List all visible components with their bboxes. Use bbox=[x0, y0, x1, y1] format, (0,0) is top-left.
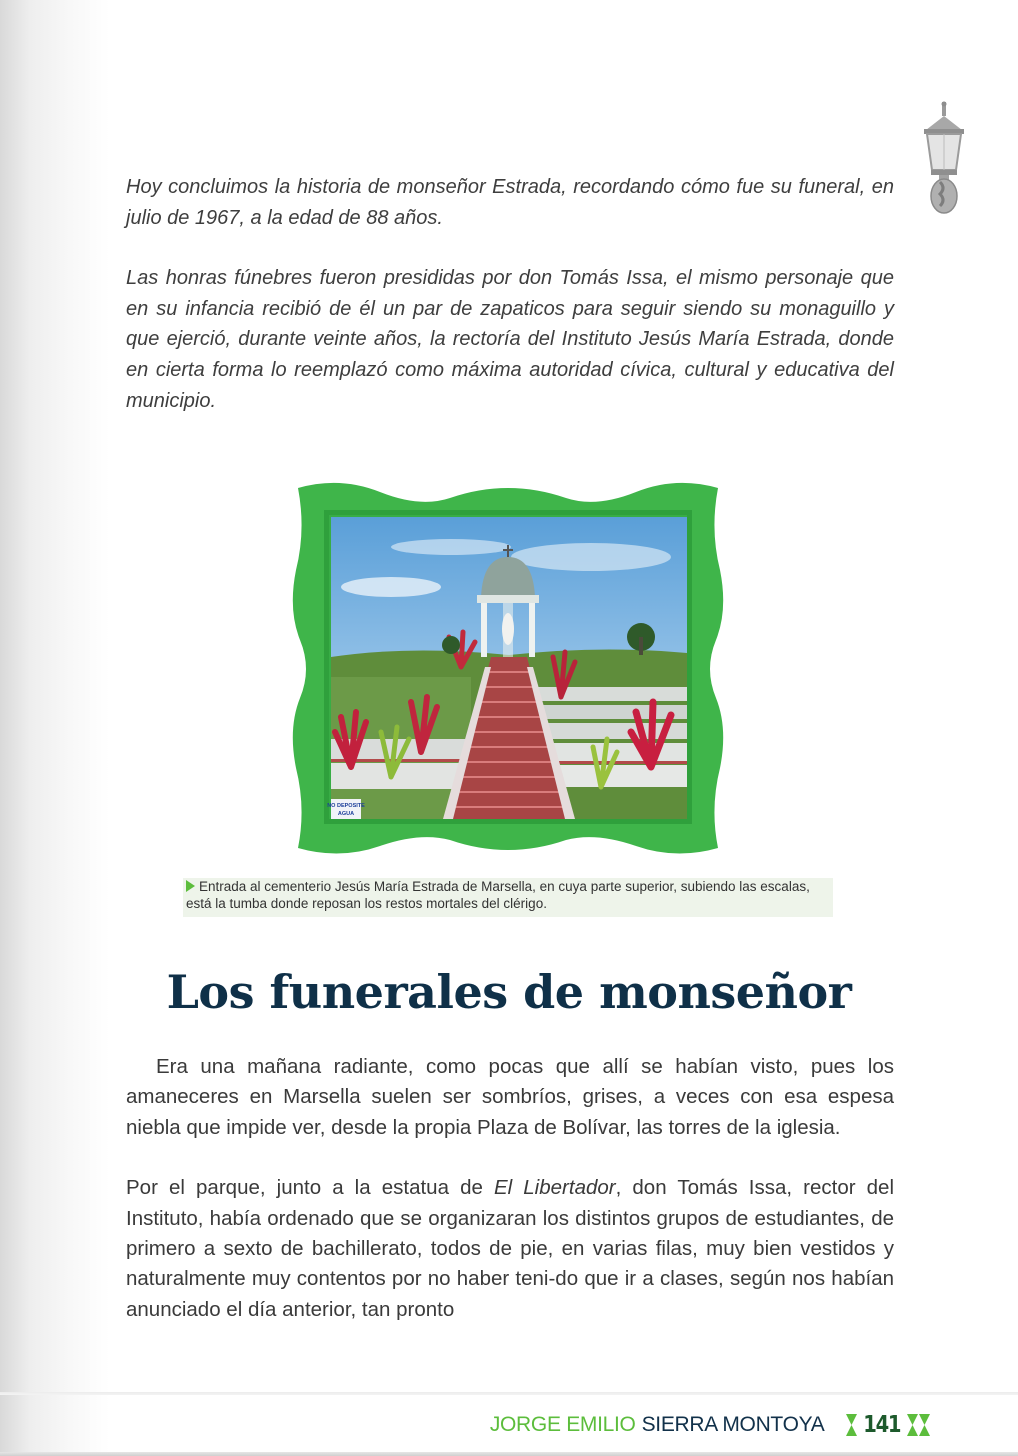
body-text bbox=[126, 1052, 894, 1325]
no-deposite-agua-sign bbox=[327, 799, 365, 819]
hourglass-ornament-icon bbox=[907, 1414, 918, 1436]
wall-lantern-icon bbox=[918, 100, 970, 218]
caption-text: Entrada al cementerio Jesús María Estrada de Marsella, en cuya parte superior, subiendo las escalas, está la tumba donde reposan los restos mortales del clérigo. bbox=[186, 879, 810, 911]
body-paragraph: Era una mañana radiante, como pocas que allí se habían visto, pues los amaneceres en Marsella suelen ser sombríos, grises, a veces con esa espesa niebla que impide ver, desde la propia Plaza de Bolívar, las torres de la iglesia. bbox=[126, 1055, 894, 1139]
page-bottom-edge bbox=[0, 1452, 1018, 1456]
sign-line-1: NO DEPOSITE bbox=[327, 803, 365, 809]
footer-divider bbox=[0, 1392, 1018, 1395]
intro-text bbox=[126, 172, 894, 416]
author-last-name: SIERRA MONTOYA bbox=[641, 1413, 825, 1436]
italic-title: El Libertador bbox=[493, 1176, 616, 1200]
cemetery-photo bbox=[327, 517, 687, 819]
intro-paragraph: Las honras fúnebres fueron presididas por don Tomás Issa, el mismo personaje que en su infancia recibió de él un par de zapaticos para seguir siendo su monaguillo y que ejerció, durante veinte años, la rectoría del Instituto Jesús María Estrada, donde en cierta forma lo reemplazó como máxima autoridad cívica, cultural y educativa del municipio. bbox=[126, 267, 894, 412]
intro-paragraph: Hoy concluimos la historia de monseñor Estrada, recordando cómo fue su funeral, en julio de 1967, a la edad de 88 años. bbox=[126, 176, 894, 229]
figure-caption bbox=[183, 878, 833, 917]
caption-triangle-icon bbox=[186, 880, 195, 892]
section-title: Los funerales de monseñor bbox=[166, 965, 852, 1019]
hourglass-ornament-icon bbox=[919, 1414, 930, 1436]
author-first-name: JORGE EMILIO bbox=[489, 1413, 636, 1436]
body-text-run: , don Tomás Issa, rector del Instituto, había ordenado que se organizaran los distintos grupos de estudiantes, de primero a sexto de bachillerato, todos de pie, en varias filas, muy bien vestidos y naturalmente muy contentos por no haber teni-do que ir a clases, según nos habían anunciado el día anterior, tan pronto bbox=[126, 1176, 895, 1321]
page-number: 141 bbox=[863, 1412, 901, 1438]
sign-line-2: AGUA bbox=[337, 811, 355, 817]
page-footer bbox=[490, 1409, 930, 1441]
hourglass-ornament-icon bbox=[846, 1414, 857, 1436]
body-paragraph bbox=[126, 1173, 894, 1325]
body-text-run: Por el parque, junto a la estatua de bbox=[126, 1176, 494, 1200]
